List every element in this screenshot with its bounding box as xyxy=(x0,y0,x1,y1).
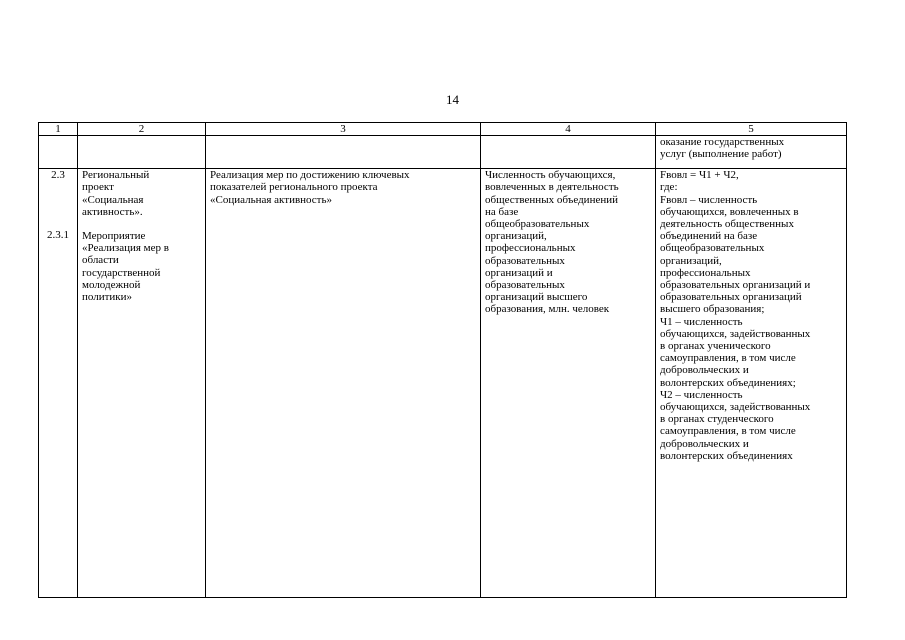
project-name: Региональный проект «Социальная активность». xyxy=(82,169,150,218)
page-number: 14 xyxy=(446,92,459,107)
row-number-sub: 2.3.1 xyxy=(47,229,69,242)
row-number-main: 2.3 xyxy=(51,169,65,182)
cell-empty xyxy=(206,136,481,169)
table-row-continuation xyxy=(39,136,847,169)
table-header-row xyxy=(39,123,847,136)
project-cell xyxy=(78,169,206,598)
header-col-1: 1 xyxy=(39,123,78,136)
spacer xyxy=(82,218,201,230)
measure-cell: Реализация мер по достижению ключевых показателей регионального проекта «Социальная активность» xyxy=(206,169,481,598)
cell-empty xyxy=(39,136,78,169)
cell-empty xyxy=(481,136,656,169)
indicator-cell: Численность обучающихся, вовлеченных в деятельность общественных объединений на базе общеобразовательных организаций, профессиональных образовательных организаций и образовательных организаций высшего образования, млн. человек xyxy=(481,169,656,598)
table-row xyxy=(39,169,847,598)
row-number-cell xyxy=(39,169,78,598)
document-table xyxy=(38,122,847,598)
event-name: Мероприятие «Реализация мер в области государственной молодежной политики» xyxy=(82,230,169,304)
header-col-3: 3 xyxy=(206,123,481,136)
cell-empty xyxy=(78,136,206,169)
cell-continuation-text: оказание государственных услуг (выполнение работ) xyxy=(656,136,847,169)
header-col-2: 2 xyxy=(78,123,206,136)
header-col-5: 5 xyxy=(656,123,847,136)
header-col-4: 4 xyxy=(481,123,656,136)
spacer xyxy=(39,181,77,229)
formula-cell: Fвовл = Ч1 + Ч2, где: Fвовл – численность обучающихся, вовлеченных в деятельность общественных объединений на базе общеобразовательных организаций, профессиональных образовательных организаций и образовательных организаций высшего образования; Ч1 – численность обучающихся, задействованных в органах ученического самоуправления, в том числе добровольческих и волонтерских объединениях; Ч2 – численность обучающихся, задействованных в органах студенческого самоуправления, в том числе добровольческих и волонтерских объединениях xyxy=(656,169,847,598)
